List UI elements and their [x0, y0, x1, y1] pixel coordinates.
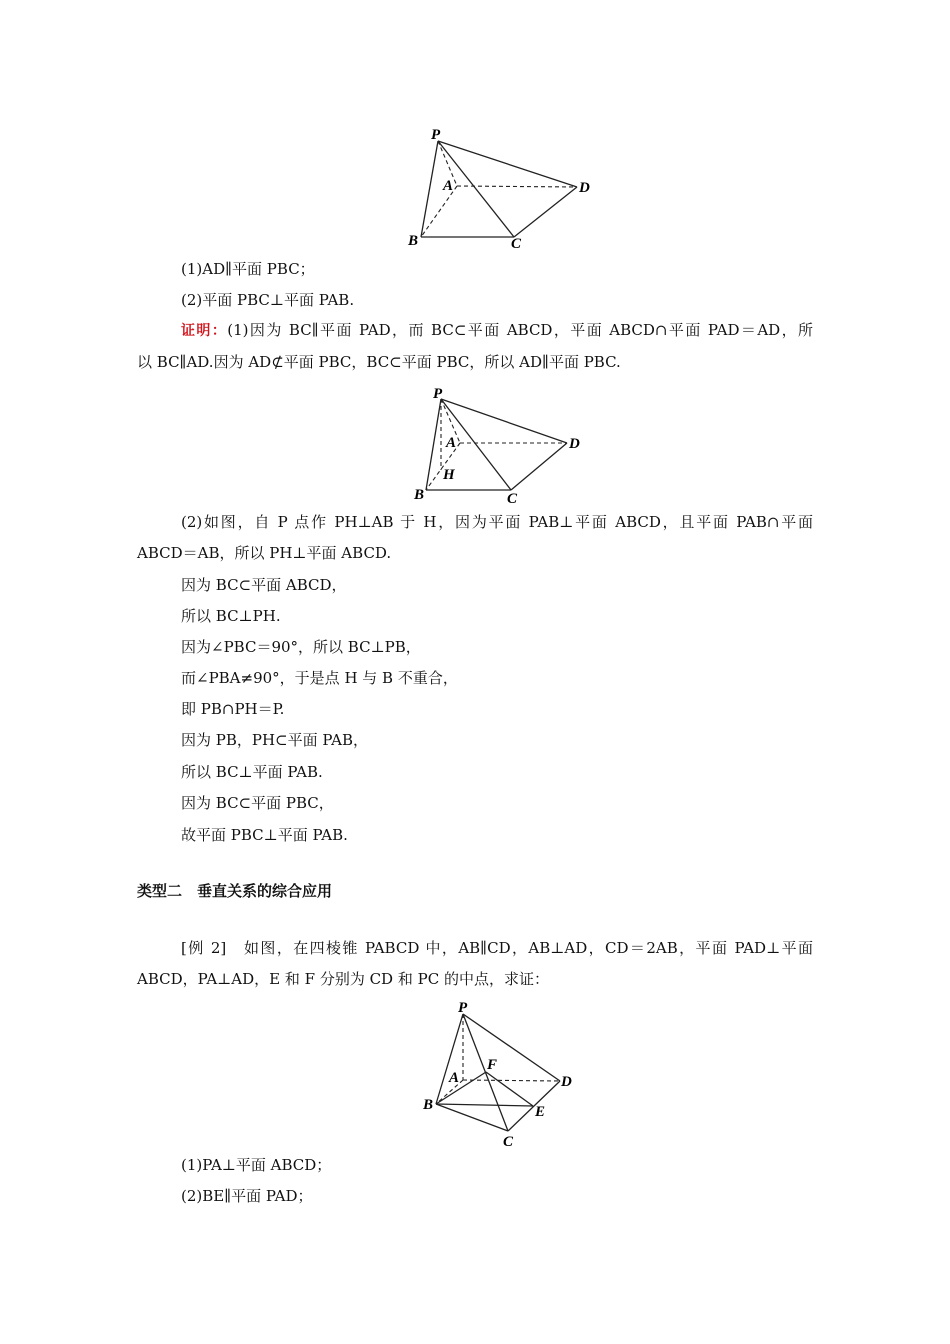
label-h: H	[443, 467, 455, 483]
label-e: E	[535, 1104, 546, 1120]
step-4: 而∠PBA≠90°，于是点 H 与 B 不重合，	[181, 669, 458, 687]
step-2: 所以 BC⊥PH.	[181, 607, 281, 625]
step-6: 因为 PB，PH⊂平面 PAB，	[181, 731, 368, 749]
step-5: 即 PB∩PH＝P.	[181, 700, 285, 718]
pyramid-figure-1	[400, 124, 600, 254]
label-p: P	[458, 1000, 468, 1016]
proof-text-1: (1)因为 BC∥平面 PAD，而 BC⊂平面 ABCD，平面 ABCD∩平面 PAD＝AD，所	[227, 321, 814, 339]
label-f: F	[487, 1057, 498, 1073]
label-a: A	[449, 1070, 460, 1086]
label-b: B	[423, 1097, 434, 1113]
label-b: B	[414, 487, 425, 503]
question-2: (2)平面 PBC⊥平面 PAB.	[181, 291, 355, 309]
pyramid-figure-2	[405, 382, 595, 507]
example-question-1: (1)PA⊥平面 ABCD；	[181, 1156, 332, 1174]
part2-line-2: ABCD＝AB，所以 PH⊥平面 ABCD.	[137, 544, 392, 562]
label-c: C	[503, 1134, 514, 1150]
proof-label: 证明：	[181, 323, 228, 339]
step-1: 因为 BC⊂平面 ABCD，	[181, 576, 347, 594]
label-a: A	[446, 435, 457, 451]
label-b: B	[408, 233, 419, 249]
example2-line-2: ABCD，PA⊥AD，E 和 F 分别为 CD 和 PC 的中点，求证：	[137, 970, 549, 988]
step-7: 所以 BC⊥平面 PAB.	[181, 763, 323, 781]
proof-line-1	[181, 319, 813, 342]
step-3: 因为∠PBC＝90°，所以 BC⊥PB，	[181, 638, 421, 656]
example2-line-1: [例 2] 如图，在四棱锥 PABCD 中，AB∥CD，AB⊥AD，CD＝2AB，平面 PAD⊥平面	[181, 939, 813, 957]
label-d: D	[561, 1074, 572, 1090]
label-c: C	[511, 236, 522, 252]
pyramid-figure-3	[410, 998, 590, 1150]
question-1: (1)AD∥平面 PBC；	[181, 260, 315, 278]
example-question-2: (2)BE∥平面 PAD；	[181, 1187, 313, 1205]
step-9: 故平面 PBC⊥平面 PAB.	[181, 826, 348, 844]
label-d: D	[569, 436, 580, 452]
section-heading: 类型二 垂直关系的综合应用	[137, 882, 333, 900]
label-p: P	[433, 386, 443, 402]
step-8: 因为 BC⊂平面 PBC，	[181, 794, 334, 812]
label-c: C	[507, 491, 518, 507]
proof-line-2: 以 BC∥AD.因为 AD⊄平面 PBC，BC⊂平面 PBC，所以 AD∥平面 PBC.	[137, 353, 621, 371]
label-p: P	[431, 127, 441, 143]
part2-line-1: (2)如图，自 P 点作 PH⊥AB 于 H，因为平面 PAB⊥平面 ABCD，且平面 PAB∩平面	[181, 513, 813, 531]
label-d: D	[579, 180, 590, 196]
label-a: A	[443, 178, 454, 194]
